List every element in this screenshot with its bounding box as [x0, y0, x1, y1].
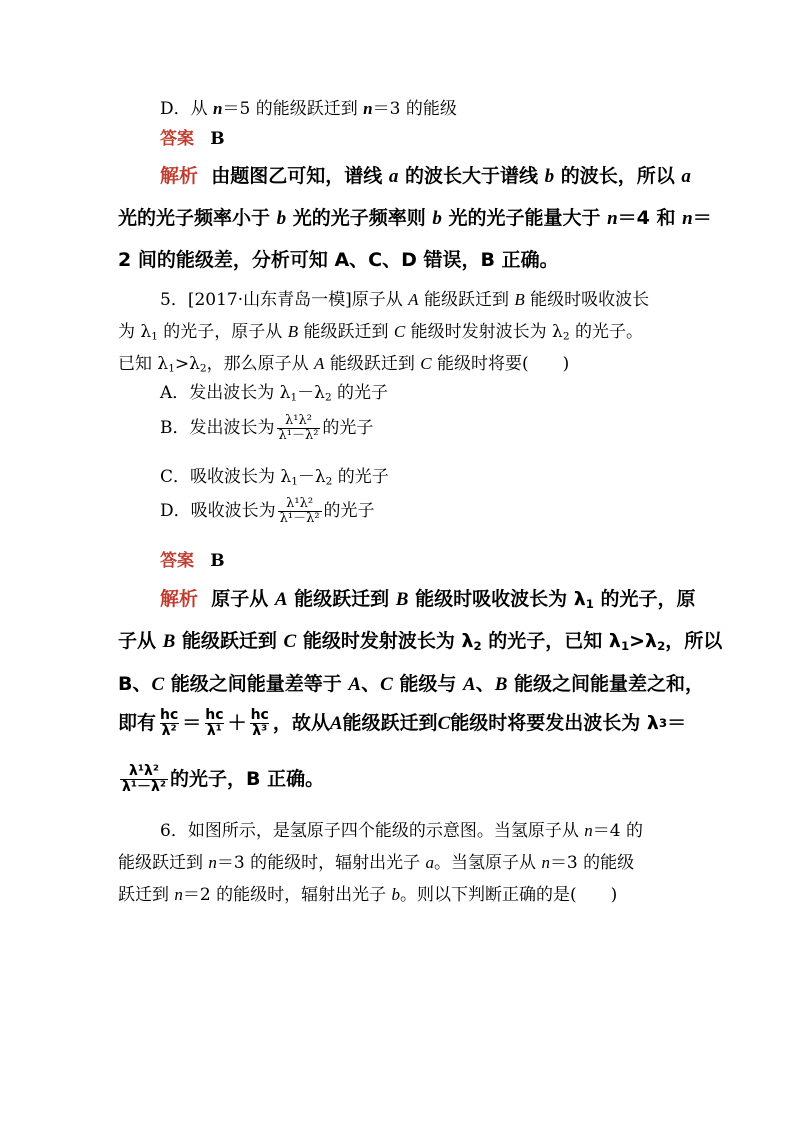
analysis-2-line-3: B、C 能级之间能量差等于 A、C 能级与 A、B 能级之间能量差之和， [118, 673, 705, 695]
analysis-2-line-1: 解析 原子从 A 能级跃迁到 B 能级时吸收波长为 $\lambda_1$ 的光子，原 [160, 588, 696, 611]
analysis-1-line-2: 光的光子频率小于 b 光的光子频率则 b 光的光子能量大于 n＝4 和 n＝ [118, 207, 712, 229]
q5-option-b: B．发出波长为 $\frac{\text{λ¹λ²}}{\text{λ¹－λ²}}$ 的光子 [160, 413, 374, 443]
answer-value: B [210, 129, 225, 149]
answer-2 [160, 553, 225, 570]
fraction: $\frac{hc}{\text{λ¹}}$ [205, 707, 224, 739]
analysis-label: 解析 [160, 588, 199, 610]
analysis-2-line-5: $\frac{\text{λ¹λ²}}{\text{λ¹－λ²}}$ 的光子，B 正确。 [122, 763, 325, 795]
q5-option-c: C．吸收波长为 $\lambda_1-\lambda_2$ 的光子 [160, 467, 389, 488]
answer-label: 答案 [160, 551, 194, 571]
q6-line-3: 跃迁到 n＝2 的能级时，辐射出光子 b。则以下判断正确的是( ) [118, 885, 618, 905]
q6-line-2: 能级跃迁到 n＝3 的能级时，辐射出光子 a。当氢原子从 n＝3 的能级 [118, 853, 635, 873]
q6-line-1: 6．如图所示，是氢原子四个能级的示意图。当氢原子从 n＝4 的 [160, 821, 643, 841]
q5-option-d: D．吸收波长为 $\frac{\text{λ¹λ²}}{\text{λ¹－λ²}}$ 的光子 [160, 496, 375, 526]
analysis-2-line-2: 子从 B 能级跃迁到 C 能级时发射波长为 $\lambda_2$ 的光子，已知 $\lambda_1>\lambda_2$，所以 [118, 630, 723, 653]
q5-line-3: 已知 $\lambda_1>\lambda_2$，那么原子从 A 能级跃迁到 C 能级时将要( ) [118, 354, 570, 375]
analysis-label: 解析 [160, 165, 199, 187]
answer-1 [160, 131, 225, 148]
analysis-1-line-1: 解析 由题图乙可知，谱线 a 的波长大于谱线 b 的波长，所以 a [160, 165, 691, 187]
fraction: $\frac{hc}{\text{λ³}}$ [250, 707, 269, 739]
analysis-2-line-4: 即有 $\frac{hc}{\text{λ²}}$ ＝ $\frac{hc}{\text{λ¹}}$ ＋ $\frac{hc}{\text{λ³}}$ ，故从 A 能级跃迁到 C 能级时将要发出波长为 λ 3 ＝ [118, 707, 687, 739]
answer-value: B [210, 551, 225, 571]
answer-label: 答案 [160, 129, 194, 149]
fraction: $\frac{\text{λ¹λ²}}{\text{λ¹－λ²}}$ [278, 413, 319, 443]
q5-option-a: A．发出波长为 $\lambda_1-\lambda_2$ 的光子 [160, 383, 389, 404]
fraction: $\frac{\text{λ¹λ²}}{\text{λ¹－λ²}}$ [122, 763, 166, 795]
q5-line-2: 为 $\lambda_1$ 的光子，原子从 B 能级跃迁到 C 能级时发射波长为 $\lambda_2$ 的光子。 [118, 322, 643, 343]
fraction: $\frac{hc}{\text{λ²}}$ [160, 707, 179, 739]
fraction: $\frac{\text{λ¹λ²}}{\text{λ¹－λ²}}$ [279, 496, 320, 526]
option-d-prev: D．从 n＝5 的能级跃迁到 n＝3 的能级 [160, 99, 457, 119]
q5-line-1: 5．[2017·山东青岛一模]原子从 A 能级跃迁到 B 能级时吸收波长 [160, 290, 650, 310]
analysis-1-line-3: 2 间的能级差，分析可知 A、C、D 错误，B 正确。 [118, 249, 559, 271]
